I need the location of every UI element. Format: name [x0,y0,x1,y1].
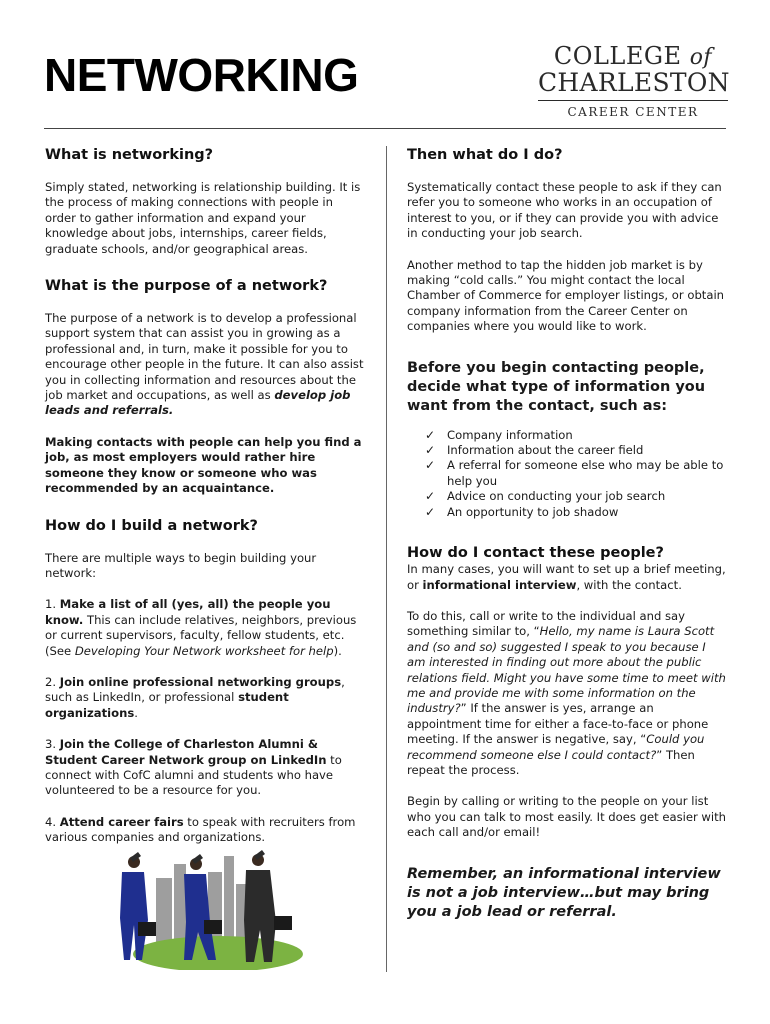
checkmark-icon: ✓ [425,489,436,504]
contact-people-p2: To do this, call or write to the individual and say something similar to, “Hello, my name is Laura Scott and (so and so) suggested I speak to you because I am interested in finding out more about the public relations field. Might you have some time to meet with me and provide me with some information on the industry?” If the answer is yes, arrange an appointment time for either a face-to-face or phone meeting. If the answer is negative, say, “Could you recommend someone else I could contact?” Then repeat the process. [407,608,726,777]
contact-people-p1: In many cases, you will want to set up a brief meeting, or informational interview, with the contact. [407,562,726,592]
checklist-item [425,505,727,520]
contacts-bold-paragraph: Making contacts with people can help you find a job, as most employers would rather hire someone they know or someone who was recommended by an acquaintance. [45,434,362,496]
reminder-callout: Remember, an informational interview is not a job interview…but may bring you a job lead or referral. [407,865,721,920]
info-checklist [425,428,727,520]
then-what-p2: Another method to tap the hidden job market is by making “cold calls.” You might contact the local Chamber of Commerce for employer listings, or obtain company information from the Career Center on companies where you would like to work. [407,257,725,334]
list-item: 3. Join the College of Charleston Alumni & Student Career Network group on LinkedIn to connect with CofC alumni and students who have volunteered to be a resource for you. [45,737,342,798]
list-item: 1. Make a list of all (yes, all) the people you know. This can include relatives, neighbors, previous or current supervisors, faculty, fellow students, etc. (See Developing Your Network worksheet for help). [45,597,357,658]
logo-career-center: CAREER CENTER [567,105,699,119]
left-column [45,146,367,846]
list-item: 2. Join online professional networking groups, such as LinkedIn, or professional student organizations. [45,674,345,720]
checklist-item [425,443,727,458]
build-network-intro: There are multiple ways to begin building your network: [45,550,317,580]
checklist-item-label: A referral for someone else who may be able to help you [447,458,724,488]
checklist-item-label: An opportunity to job shadow [447,504,619,519]
logo-of: of [689,45,713,70]
college-logo [538,44,728,119]
header-divider [44,128,726,129]
checklist-item [425,489,727,504]
checkmark-icon: ✓ [425,427,436,442]
checklist-item [425,428,727,443]
checklist-item-label: Information about the career field [447,443,644,458]
checklist-item [425,458,727,489]
contact-people-heading: How do I contact these people? [407,545,664,562]
build-network-heading: How do I build a network? [45,517,258,534]
purpose-body: The purpose of a network is to develop a professional support system that can assist you in growing as a professional and, in turn, make it possible for you to encourage other people in the future. It can also assist you in collecting information and resources about the job market and occupations, as well as develop job leads and referrals. [45,311,364,418]
list-item: 4. Attend career fairs to speak with recruiters from various companies and organizations. [45,814,356,845]
checklist-item-label: Company information [447,427,573,442]
what-is-networking-body: Simply stated, networking is relationship building. It is the process of making connections with people in order to gather information and expand your knowledge about jobs, internships, career fields, graduate schools, and/or geographical areas. [45,180,361,256]
logo-college: COLLEGE [553,42,682,70]
checkmark-icon: ✓ [425,504,436,519]
purpose-body-emphasis: develop job leads and referrals. [45,388,351,418]
networking-illustration [108,850,308,970]
contact-people-p3: Begin by calling or writing to the people on your list who you can talk to most easily. It does get easier with each call and/or email! [407,794,727,840]
before-contacting-heading: Before you begin contacting people, decide what type of information you want from the contact, such as: [407,359,706,414]
what-is-networking-heading: What is networking? [45,147,214,163]
then-what-heading: Then what do I do? [407,147,563,163]
then-what-p1: Systematically contact these people to ask if they can refer you to someone who works in an occupation of interest to you, or if they can provide you with advice in conducting your job search. [407,180,722,241]
page-title: NETWORKING [44,49,359,101]
checkmark-icon: ✓ [425,443,436,458]
purpose-heading: What is the purpose of a network? [45,278,328,295]
checkmark-icon: ✓ [425,458,436,473]
checklist-item-label: Advice on conducting your job search [447,489,666,504]
right-column [407,146,727,922]
logo-charleston: CHARLESTON [538,68,730,97]
logo-divider [538,100,728,101]
column-divider [386,146,387,972]
